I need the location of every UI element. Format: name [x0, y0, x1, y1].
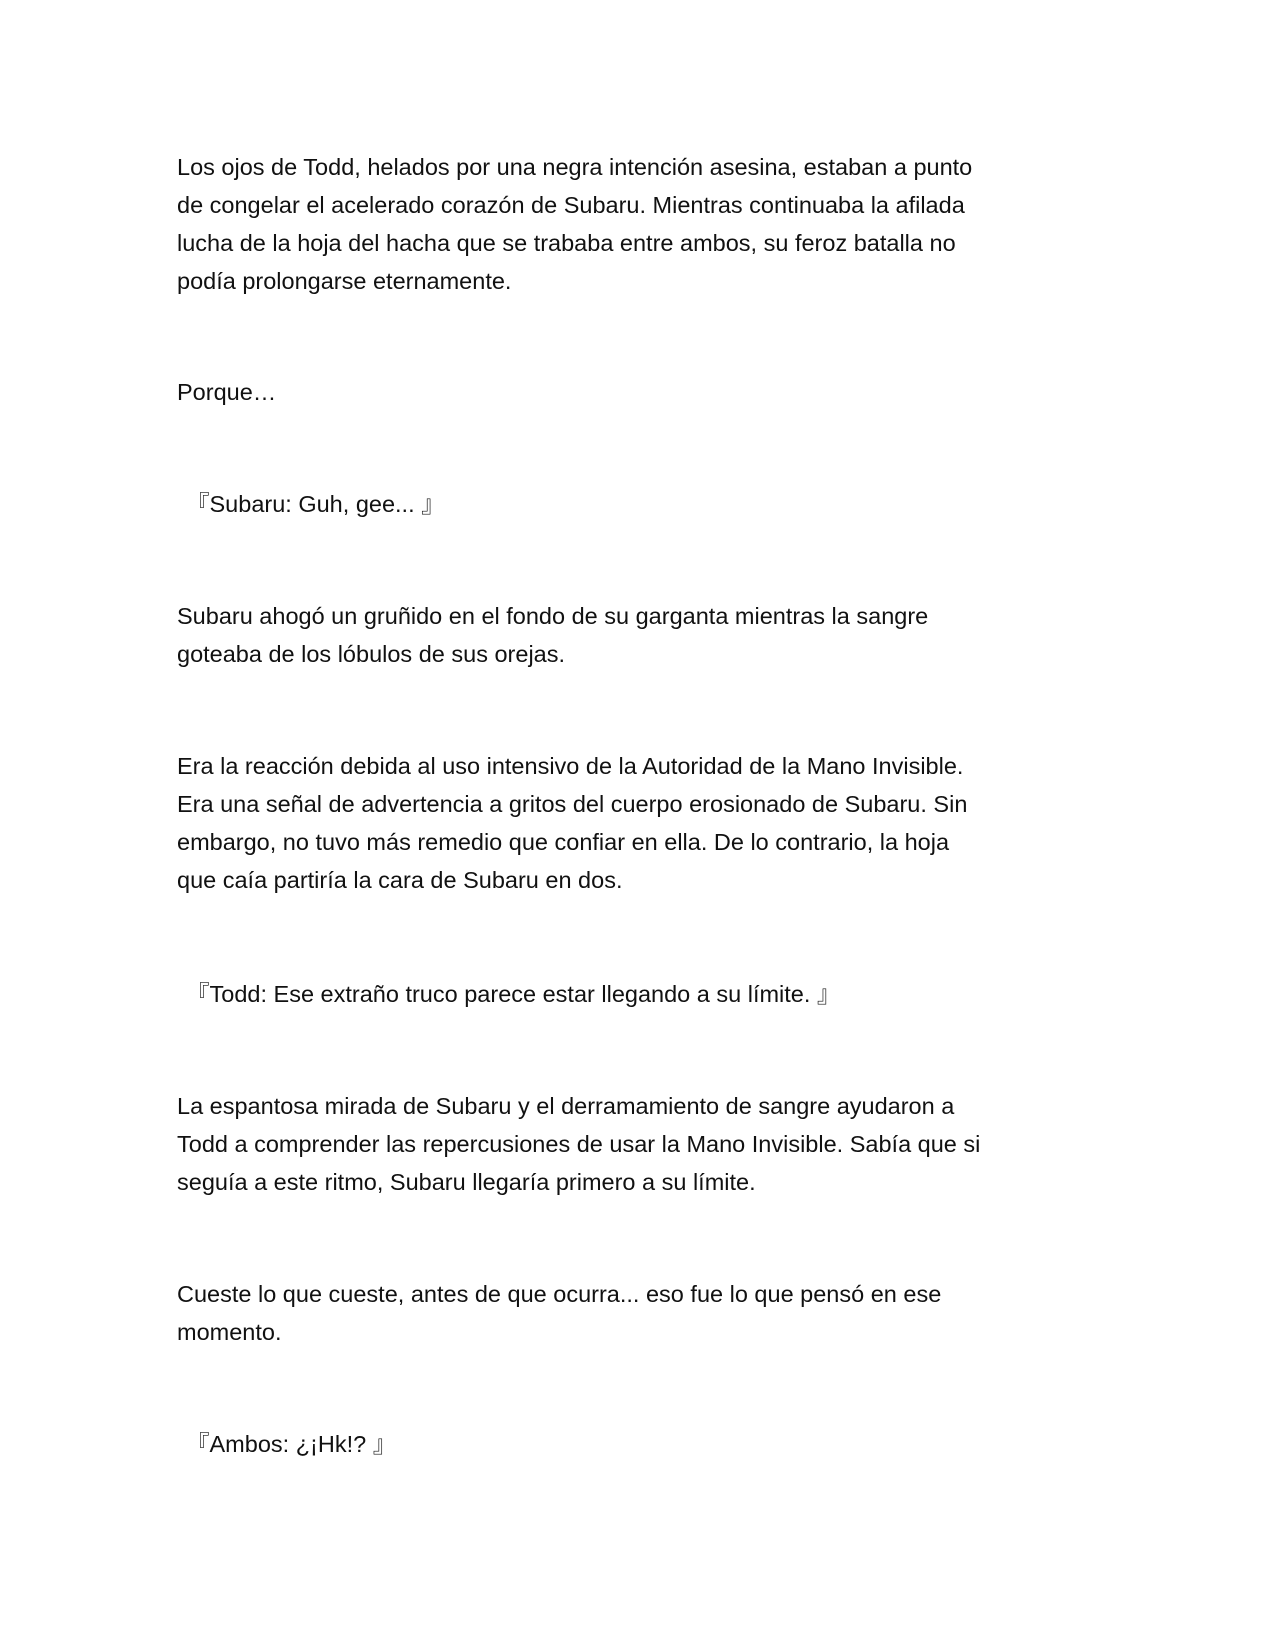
paragraph-line: podía prolongarse eternamente.	[177, 268, 512, 294]
paragraph-3	[177, 597, 1107, 673]
paragraph-line: lucha de la hoja del hacha que se trababa entre ambos, su feroz batalla no	[177, 230, 956, 256]
paragraph-line: goteaba de los lóbulos de sus orejas.	[177, 641, 566, 667]
paragraph-6	[177, 1275, 1107, 1351]
paragraph-line: Todd a comprender las repercusiones de usar la Mano Invisible. Sabía que si	[177, 1131, 981, 1157]
paragraph-line: embargo, no tuvo más remedio que confiar en ella. De lo contrario, la hoja	[177, 829, 950, 855]
dialogue-line: 『Ambos: ¿¡Hk!? 』	[186, 1431, 397, 1457]
dialogue-line: 『Todd: Ese extraño truco parece estar llegando a su límite. 』	[186, 981, 841, 1007]
paragraph-line: Cueste lo que cueste, antes de que ocurra... eso fue lo que pensó en ese	[177, 1281, 942, 1307]
dialogue-line: 『Subaru: Guh, gee... 』	[186, 491, 445, 517]
dialogue-1	[186, 485, 1116, 523]
paragraph-4	[177, 747, 1107, 899]
paragraph-line: de congelar el acelerado corazón de Subaru. Mientras continuaba la afilada	[177, 192, 965, 218]
paragraph-line: seguía a este ritmo, Subaru llegaría primero a su límite.	[177, 1169, 756, 1195]
paragraph-2	[177, 373, 1107, 411]
paragraph-1	[177, 148, 1107, 300]
dialogue-2	[186, 975, 1116, 1013]
paragraph-line: Los ojos de Todd, helados por una negra intención asesina, estaban a punto	[177, 154, 973, 180]
paragraph-line: Subaru ahogó un gruñido en el fondo de su garganta mientras la sangre	[177, 603, 929, 629]
paragraph-line: momento.	[177, 1319, 282, 1345]
paragraph-5	[177, 1087, 1107, 1201]
dialogue-3	[186, 1425, 1116, 1463]
paragraph-line: Porque…	[177, 379, 277, 405]
paragraph-line: Era la reacción debida al uso intensivo de la Autoridad de la Mano Invisible.	[177, 753, 964, 779]
paragraph-line: Era una señal de advertencia a gritos del cuerpo erosionado de Subaru. Sin	[177, 791, 968, 817]
paragraph-line: La espantosa mirada de Subaru y el derramamiento de sangre ayudaron a	[177, 1093, 955, 1119]
paragraph-line: que caía partiría la cara de Subaru en dos.	[177, 867, 623, 893]
